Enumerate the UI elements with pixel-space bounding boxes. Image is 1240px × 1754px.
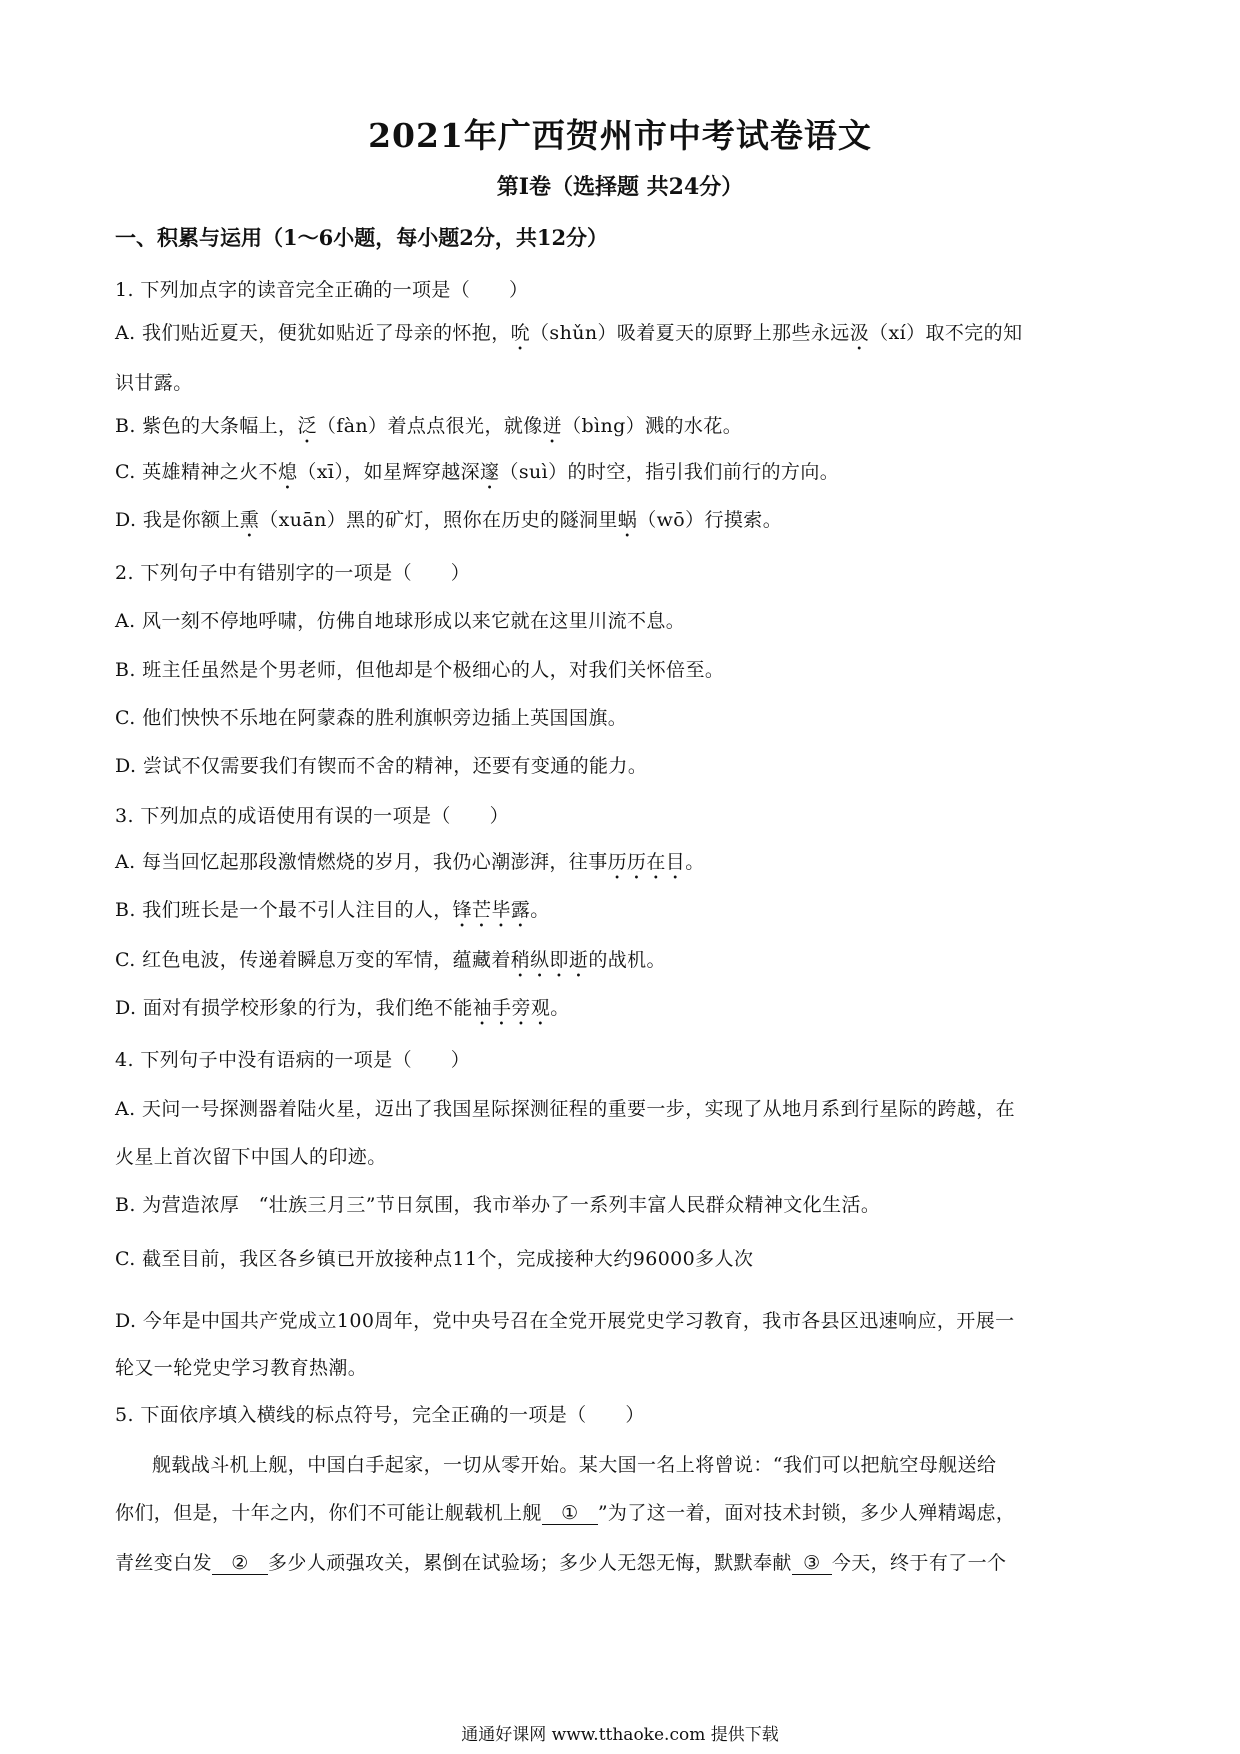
option-text: 。	[685, 851, 705, 873]
q1-option-c	[115, 457, 839, 494]
q2-option-a: A. 风一刻不停地呼啸，仿佛自地球形成以来它就在这里川流不息。	[115, 610, 686, 632]
q2-option-d: D. 尝试不仅需要我们有锲而不舍的精神，还要有变通的能力。	[115, 755, 648, 777]
q4-option-a-cont: 火星上首次留下中国人的印迹。	[115, 1146, 387, 1168]
option-text: 。	[530, 899, 550, 921]
q3-option-d	[115, 993, 570, 1030]
option-text: （bìng）溅的水花。	[562, 415, 743, 437]
dotted-word: 熏	[239, 509, 260, 531]
option-text: （fàn）着点点很光，就像	[316, 415, 543, 437]
passage-text: 你们，但是，十年之内，你们不可能让舰载机上舰	[115, 1502, 542, 1524]
passage-text: 青丝变白发	[115, 1552, 213, 1574]
q4-option-d-cont: 轮又一轮党史学习教育热潮。	[115, 1357, 368, 1379]
q3-option-a	[115, 847, 705, 884]
footer-source: 通通好课网 www.tthaoke.com 提供下载	[461, 1725, 779, 1745]
q3-option-b	[115, 895, 550, 932]
q5-passage-line-3	[115, 1548, 1006, 1575]
dotted-word: 熄	[277, 461, 298, 483]
q4-option-c: C. 截至目前，我区各乡镇已开放接种点11个，完成接种大约96000多人次	[115, 1248, 754, 1270]
q2-option-c: C. 他们怏怏不乐地在阿蒙森的胜利旗帜旁边插上英国国旗。	[115, 707, 628, 729]
dotted-word: 迸	[542, 415, 563, 437]
page-title: 2021年广西贺州市中考试卷语文	[368, 116, 872, 155]
dotted-word: 吮	[510, 322, 531, 344]
q1-stem: 1. 下列加点字的读音完全正确的一项是（ ）	[115, 279, 529, 301]
part-heading: 第I卷（选择题 共24分）	[496, 174, 744, 200]
option-text: C. 红色电波，传递着瞬息万变的军情，蕴藏着	[115, 949, 511, 971]
dotted-idiom: 袖手旁观	[472, 997, 551, 1019]
q5-passage-line-2	[115, 1498, 1015, 1525]
q2-stem: 2. 下列句子中有错别字的一项是（ ）	[115, 562, 471, 584]
option-text: B. 紫色的大条幅上，	[115, 415, 298, 437]
option-text: 的战机。	[588, 949, 666, 971]
option-text: （xī），如星辉穿越深	[297, 461, 481, 483]
blank-3: ③	[792, 1552, 832, 1575]
option-text: 。	[550, 997, 570, 1019]
option-text: （suì）的时空，指引我们前行的方向。	[499, 461, 840, 483]
q5-passage-line-1: 舰载战斗机上舰，中国白手起家，一切从零开始。某大国一名上将曾说：“我们可以把航空母舰送给	[152, 1454, 997, 1476]
blank-1: ①	[542, 1502, 598, 1525]
option-text: （wō）行摸索。	[637, 509, 783, 531]
dotted-idiom: 稍纵即逝	[510, 949, 589, 971]
dotted-idiom: 锋芒毕露	[452, 899, 531, 921]
q1-option-a-cont: 识甘露。	[115, 372, 193, 394]
q5-stem: 5. 下面依序填入横线的标点符号，完全正确的一项是（ ）	[115, 1404, 645, 1426]
q3-option-c	[115, 945, 666, 982]
passage-text: 多少人顽强攻关，累倒在试验场；多少人无怨无悔，默默奉献	[268, 1552, 792, 1574]
option-text: D. 面对有损学校形象的行为，我们绝不能	[115, 997, 473, 1019]
q3-stem: 3. 下列加点的成语使用有误的一项是（ ）	[115, 805, 509, 827]
option-text: B. 我们班长是一个最不引人注目的人，	[115, 899, 453, 921]
section-heading: 一、积累与运用（1～6小题，每小题2分，共12分）	[115, 225, 609, 250]
q2-option-b: B. 班主任虽然是个男老师，但他却是个极细心的人，对我们关怀倍至。	[115, 659, 725, 681]
dotted-idiom: 历历在目	[607, 851, 686, 873]
q1-option-b	[115, 411, 742, 448]
dotted-word: 邃	[480, 461, 500, 483]
blank-2: ②	[212, 1552, 268, 1575]
q1-option-d	[115, 505, 782, 542]
q4-option-b: B. 为营造浓厚 “壮族三月三”节日氛围，我市举办了一系列丰富人民群众精神文化生活。	[115, 1194, 881, 1216]
q1-option-a	[115, 318, 1023, 355]
option-text: C. 英雄精神之火不	[115, 461, 278, 483]
option-text: （xí）取不完的知	[869, 322, 1023, 344]
option-text: D. 我是你额上	[115, 509, 240, 531]
dotted-word: 泛	[297, 415, 317, 437]
option-text: （shǔn）吸着夏天的原野上那些永远	[530, 322, 850, 344]
passage-text: ”为了这一着，面对技术封锁，多少人殚精竭虑，	[597, 1502, 1016, 1524]
option-text: A. 我们贴近夏天，便犹如贴近了母亲的怀抱，	[115, 322, 511, 344]
passage-text: 今天，终于有了一个	[831, 1552, 1007, 1574]
dotted-word: 汲	[849, 322, 870, 344]
q4-option-d: D. 今年是中国共产党成立100周年，党中央号召在全党开展党史学习教育，我市各县区迅速响应，开展一	[115, 1310, 1015, 1332]
q4-option-a: A. 天问一号探测器着陆火星，迈出了我国星际探测征程的重要一步，实现了从地月系到行星际的跨越，在	[115, 1098, 1016, 1120]
option-text: （xuān）黑的矿灯，照你在历史的隧洞里	[259, 509, 618, 531]
q4-stem: 4. 下列句子中没有语病的一项是（ ）	[115, 1049, 471, 1071]
option-text: A. 每当回忆起那段激情燃烧的岁月，我仍心潮澎湃，往事	[115, 851, 608, 873]
dotted-word: 蜗	[617, 509, 638, 531]
